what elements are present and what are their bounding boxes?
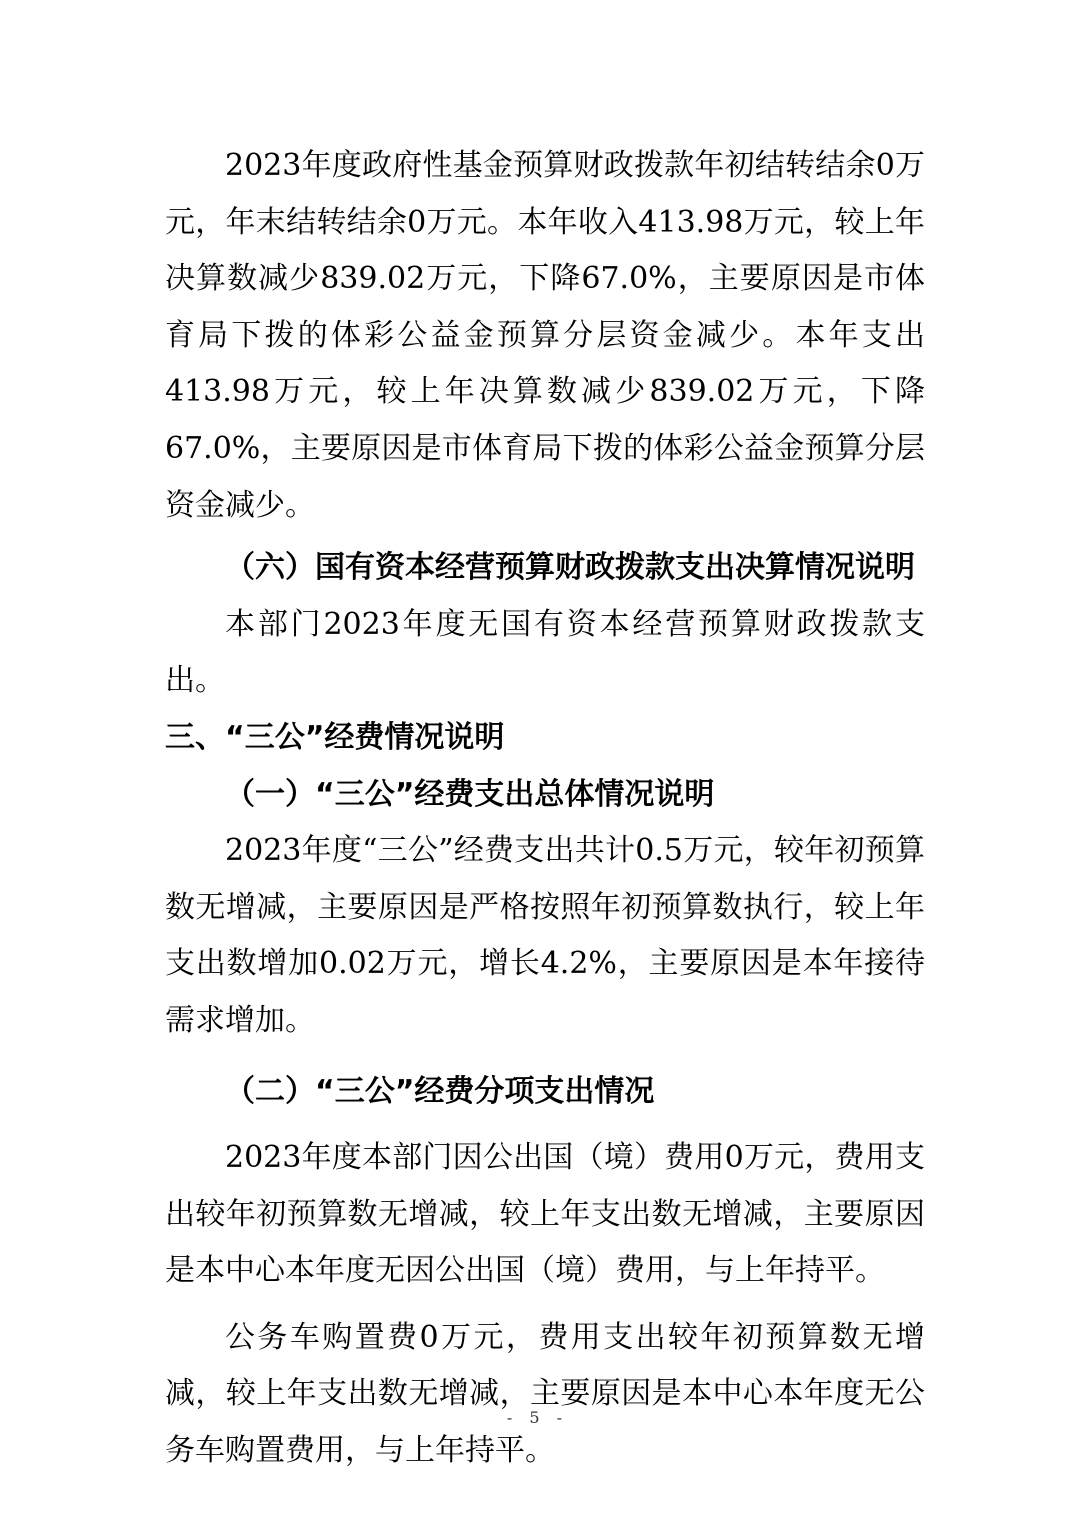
paragraph-overall-expenses: 2023年度“三公”经费支出共计0.5万元，较年初预算数无增减，主要原因是严格按照年初预算数执行，较上年支出数增加0.02万元，增长4.2%，主要原因是本年接待需求增加。 bbox=[165, 833, 925, 1038]
section-heading-three-public-expenses: 三、“三公”经费情况说明 bbox=[165, 719, 505, 755]
subsection-heading-overall-expenses: （一）“三公”经费支出总体情况说明 bbox=[225, 776, 715, 812]
paragraph-vehicle-purchase-expenses: 公务车购置费0万元，费用支出较年初预算数无增减，较上年支出数无增减，主要原因是本中心本年度无公务车购置费用，与上年持平。 bbox=[165, 1319, 925, 1469]
paragraph-no-state-capital-expenditure: 本部门2023年度无国有资本经营预算财政拨款支出。 bbox=[165, 606, 925, 699]
section-heading-state-capital-budget: （六）国有资本经营预算财政拨款支出决算情况说明 bbox=[225, 550, 915, 586]
paragraph-government-fund-budget: 2023年度政府性基金预算财政拨款年初结转结余0万元，年末结转结余0万元。本年收入413.98万元，较上年决算数减少839.02万元，下降67.0%，主要原因是市体育局下拨的体彩公益金预算分层资金减少。本年支出413.98万元，较上年决算数减少839.02万元，下降67.0%，主要原因是市体育局下拨的体彩公益金预算分层资金减少。 bbox=[165, 148, 925, 523]
subsection-heading-itemized-expenses: （二）“三公”经费分项支出情况 bbox=[225, 1073, 655, 1109]
document-body bbox=[165, 138, 925, 1480]
page-number: - 5 - bbox=[506, 1408, 569, 1427]
paragraph-overseas-travel-expenses: 2023年度本部门因公出国（境）费用0万元，费用支出较年初预算数无增减，较上年支出数无增减，主要原因是本中心本年度无因公出国（境）费用，与上年持平。 bbox=[165, 1140, 925, 1289]
